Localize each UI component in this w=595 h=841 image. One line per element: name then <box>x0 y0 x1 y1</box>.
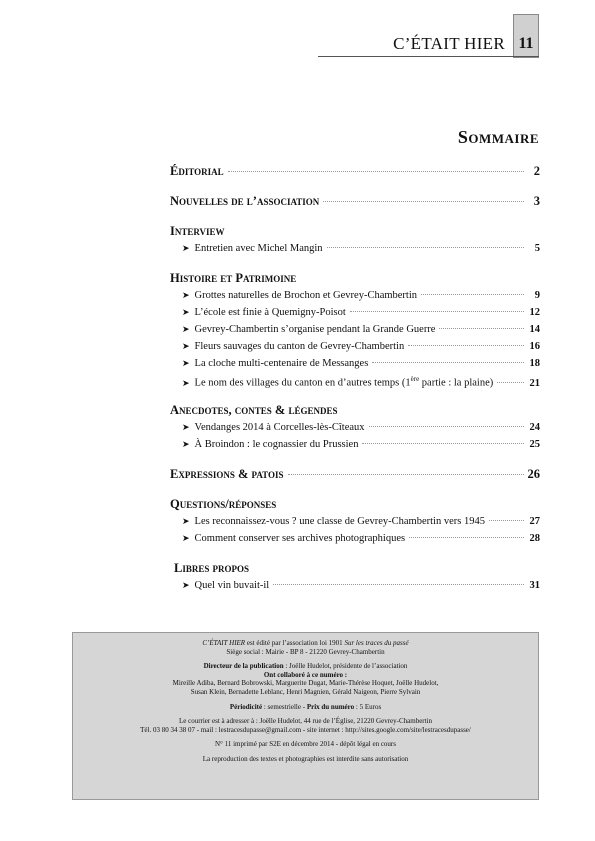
credits-collaborators-label: Ont collaboré à ce numéro : <box>263 670 348 679</box>
sommaire-title: Sommaire <box>457 127 539 147</box>
toc-section-anecdotes <box>170 403 540 456</box>
toc-entry[interactable]: ➤ Les reconnaissez-vous ? une classe de Gevrey-Chambertin vers 1945 27 <box>182 516 540 527</box>
section-heading: Questions/réponses <box>170 497 277 511</box>
toc-entry[interactable]: ➤ Le nom des villages du canton en d’autres temps (1ère partie : la plaine) 21 <box>182 375 540 389</box>
credits-print-info: N° 11 imprimé par S2E en décembre 2014 - dépôt légal en cours <box>215 740 396 749</box>
toc-entry[interactable]: ➤ Grottes naturelles de Brochon et Gevrey-Chambertin 9 <box>182 290 540 301</box>
arrow-icon: ➤ <box>182 342 190 352</box>
arrow-icon: ➤ <box>182 378 190 389</box>
credits-box <box>72 632 539 800</box>
toc-section-nouvelles <box>170 194 540 213</box>
arrow-icon: ➤ <box>182 423 190 433</box>
toc-section-interview <box>170 224 540 260</box>
credits-contact: Tél. 03 80 34 38 07 - mail : lestracesdupasse@gmail.com - site internet : http://sites.google.com/site/lestracesdupasse/ <box>140 725 471 734</box>
toc-entry[interactable]: ➤ Gevrey-Chambertin s’organise pendant la Grande Guerre 14 <box>182 324 540 335</box>
arrow-icon: ➤ <box>182 517 190 527</box>
toc-entry[interactable]: ➤ Comment conserver ses archives photographiques 28 <box>182 533 540 544</box>
section-heading: Libres propos <box>174 561 249 575</box>
arrow-icon: ➤ <box>182 440 190 450</box>
section-heading: Anecdotes, contes & légendes <box>170 403 338 417</box>
leader-dots <box>421 294 524 295</box>
toc-section-libres <box>170 561 540 597</box>
leader-dots <box>273 584 524 585</box>
leader-dots <box>350 311 524 312</box>
toc-section-questions <box>170 497 540 550</box>
leader-dots <box>409 537 524 538</box>
leader-dots <box>228 171 524 172</box>
credits-collaborators-line: Susan Klein, Bernadette Leblanc, Henri Magnien, Gérald Naigeon, Pierre Sylvain <box>190 687 421 696</box>
leader-dots <box>372 362 524 363</box>
page-number: 11 <box>518 35 534 52</box>
arrow-icon: ➤ <box>182 291 190 301</box>
journal-title: C’ÉTAIT HIER <box>393 34 505 53</box>
credits-publisher: C’ÉTAIT HIER est édité par l’association loi 1901 Sur les traces du passé <box>202 639 409 647</box>
credits-reproduction: La reproduction des textes et photographies est interdite sans autorisation <box>202 754 409 763</box>
running-header <box>393 14 539 58</box>
toc-entry[interactable]: ➤ Vendanges 2014 à Corcelles-lès-Cîteaux 24 <box>182 422 540 433</box>
leader-dots <box>497 382 524 383</box>
toc-entry[interactable]: ➤ Quel vin buvait-il 31 <box>182 580 540 591</box>
arrow-icon: ➤ <box>182 308 190 318</box>
arrow-icon: ➤ <box>182 581 190 591</box>
leader-dots <box>323 201 524 202</box>
credits-periodicity: Périodicité : semestrielle - Prix du numéro : 5 Euros <box>229 702 382 711</box>
credits-address: Siège social : Mairie - BP 8 - 21220 Gevrey-Chambertin <box>226 647 385 656</box>
toc-section-editorial <box>170 164 540 183</box>
table-of-contents <box>170 164 540 608</box>
arrow-icon: ➤ <box>182 359 190 369</box>
toc-entry[interactable]: ➤ Entretien avec Michel Mangin 5 <box>182 243 540 254</box>
arrow-icon: ➤ <box>182 534 190 544</box>
leader-dots <box>369 426 524 427</box>
leader-dots <box>489 520 524 521</box>
toc-entry[interactable]: ➤ L’école est finie à Quemigny-Poisot 12 <box>182 307 540 318</box>
leader-dots <box>327 247 524 248</box>
toc-entry[interactable]: ➤ La cloche multi-centenaire de Messanges 18 <box>182 358 540 369</box>
toc-section-expressions <box>170 467 540 486</box>
credits-collaborators-line: Mireille Adiba, Bernard Bobrowski, Marguerite Dugat, Marie-Thérèse Hoquet, Joëlle Hudelot, <box>172 679 439 688</box>
toc-entry[interactable]: ➤ À Broindon : le cognassier du Prussien 25 <box>182 439 540 450</box>
leader-dots <box>362 443 524 444</box>
leader-dots <box>439 328 524 329</box>
credits-director: Directeur de la publication : Joëlle Hudelot, présidente de l’association <box>203 662 408 671</box>
section-heading: Histoire et Patrimoine <box>170 271 297 285</box>
leader-dots <box>408 345 524 346</box>
toc-entry[interactable]: Nouvelles de l’association 3 <box>170 194 540 208</box>
toc-section-histoire <box>170 271 540 392</box>
arrow-icon: ➤ <box>182 325 190 335</box>
toc-entry[interactable]: Éditorial 2 <box>170 164 540 178</box>
toc-entry[interactable]: ➤ Fleurs sauvages du canton de Gevrey-Chambertin 16 <box>182 341 540 352</box>
credits-mail-address: Le courrier est à adresser à : Joëlle Hudelot, 44 rue de l’Église, 21220 Gevrey-Chambertin <box>178 717 433 726</box>
arrow-icon: ➤ <box>182 244 190 254</box>
toc-entry[interactable]: Expressions & patois 26 <box>170 467 540 481</box>
header-rule <box>318 56 539 57</box>
section-heading: Interview <box>170 224 225 238</box>
leader-dots <box>288 474 524 475</box>
page-number-box <box>513 14 539 58</box>
